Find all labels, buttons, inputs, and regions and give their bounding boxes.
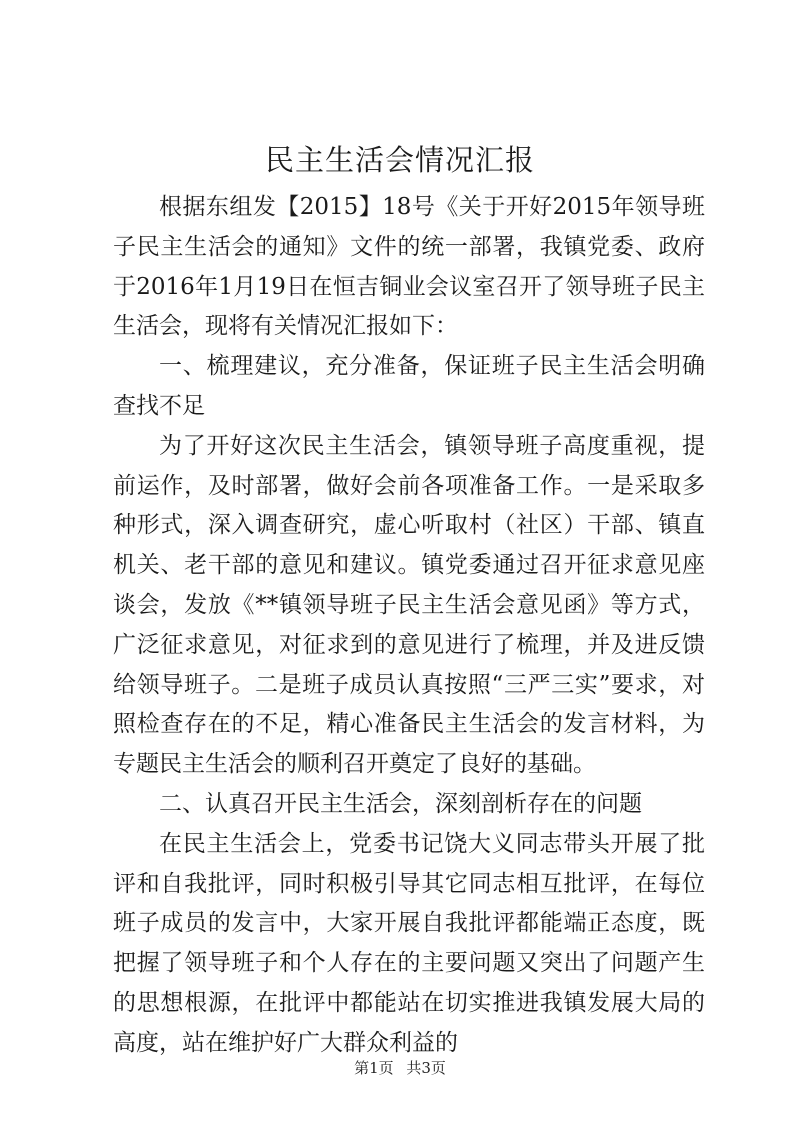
section-heading-2: 二、认真召开民主生活会，深刻剖析存在的问题 bbox=[159, 790, 642, 817]
document-title: 民主生活会情况汇报 bbox=[264, 143, 535, 177]
paragraph-meeting: 在民主生活会上，党委书记饶大义同志带头开展了批评和自我批评，同时积极引导其它同志相互批评，在每位班子成员的发言中，大家开展自我批评都能端正态度，既把握了领导班子和个人存在的主要问题又突出了问题产生的思想根源，在批评中都能站在切实推进我镇发展大局的高度，站在维护好广大群众利益的 bbox=[113, 830, 705, 1056]
document-body bbox=[113, 188, 705, 1064]
page-number: 第1页 bbox=[354, 1059, 394, 1077]
paragraph-preparation: 为了开好这次民主生活会，镇领导班子高度重视，提前运作，及时部署，做好会前各项准备工作。一是采取多种形式，深入调查研究，虚心听取村（社区）干部、镇直机关、老干部的意见和建议。镇党委通过召开征求意见座谈会，发放《**镇领导班子民主生活会意见函》等方式，广泛征求意见，对征求到的意见进行了梳理，并及进反馈给领导班子。二是班子成员认真按照“三严三实”要求，对照检查存在的不足，精心准备民主生活会的发言材料，为专题民主生活会的顺利召开奠定了良好的基础。 bbox=[113, 432, 705, 778]
page-footer bbox=[0, 1057, 800, 1079]
page-total: 共3页 bbox=[406, 1059, 446, 1077]
paragraph-intro: 根据东组发【2015】18号《关于开好2015年领导班子民主生活会的通知》文件的统一部署，我镇党委、政府于2016年1月19日在恒吉铜业会议室召开了领导班子民主生活会，现将有关情况汇报如下： bbox=[113, 194, 705, 340]
section-heading-1: 一、梳理建议，充分准备，保证班子民主生活会明确查找不足 bbox=[113, 353, 705, 419]
